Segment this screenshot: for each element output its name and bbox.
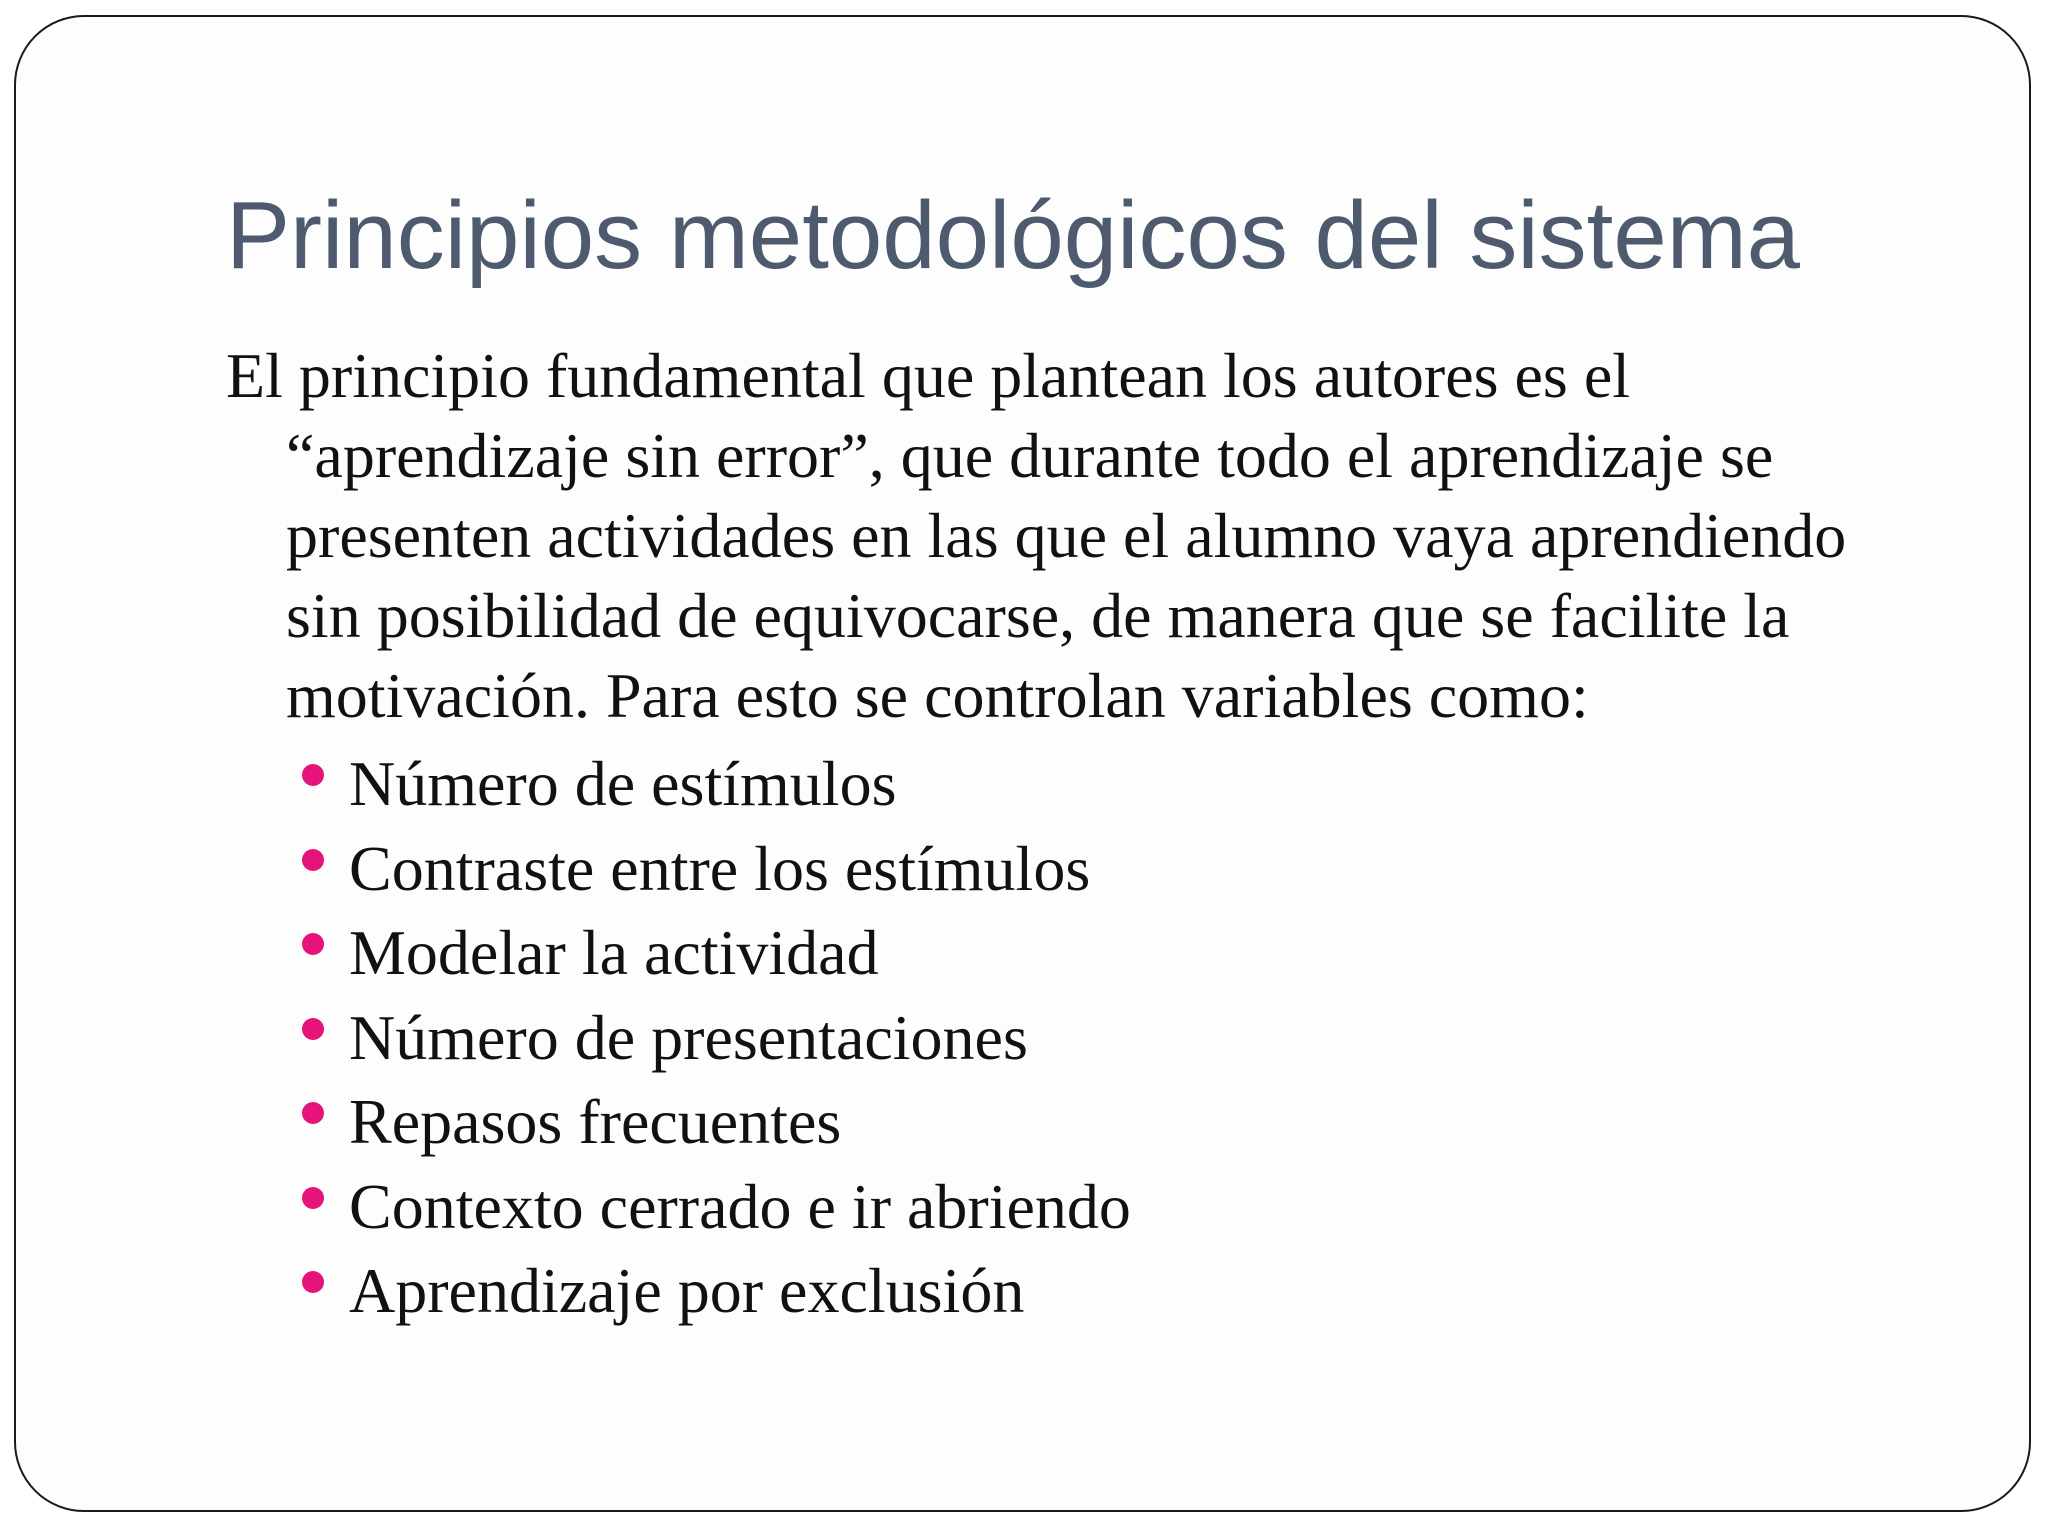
bullet-label: Número de presentaciones [349,1001,1028,1073]
bullet-label: Aprendizaje por exclusión [349,1255,1025,1326]
bullet-label: Número de estímulos [349,748,897,819]
bullet-label: Contexto cerrado e ir abriendo [349,1170,1131,1242]
bullet-dot-icon [302,849,324,871]
bullet-dot-icon [302,1018,324,1040]
intro-paragraph: El principio fundamental que plantean los autores es el “aprendizaje sin error”, que durante todo el aprendizaje se presenten actividades en las que el alumno vaya aprendiendo sin posibilidad de equivocarse, de manera que se facilite la motivación. Para esto se controlan variables como: [226,340,1847,731]
list-item [226,1249,1926,1334]
list-item [226,1080,1926,1165]
list-item [226,911,1926,996]
list-item [226,742,1926,827]
bullet-dot-icon [302,1187,324,1209]
bullet-dot-icon [302,1271,324,1293]
bullet-dot-icon [302,764,324,786]
bullet-list [226,742,1926,1334]
bullet-dot-icon [302,933,324,955]
list-item [226,827,1926,912]
list-item [226,1165,1926,1250]
slide-body [226,336,1926,1334]
bullet-dot-icon [302,1102,324,1124]
slide-title: Principios metodológicos del sistema [226,182,1801,289]
bullet-label: Modelar la actividad [349,917,879,988]
list-item [226,996,1926,1081]
bullet-label: Repasos frecuentes [349,1086,842,1157]
bullet-label: Contraste entre los estímulos [349,832,1091,904]
